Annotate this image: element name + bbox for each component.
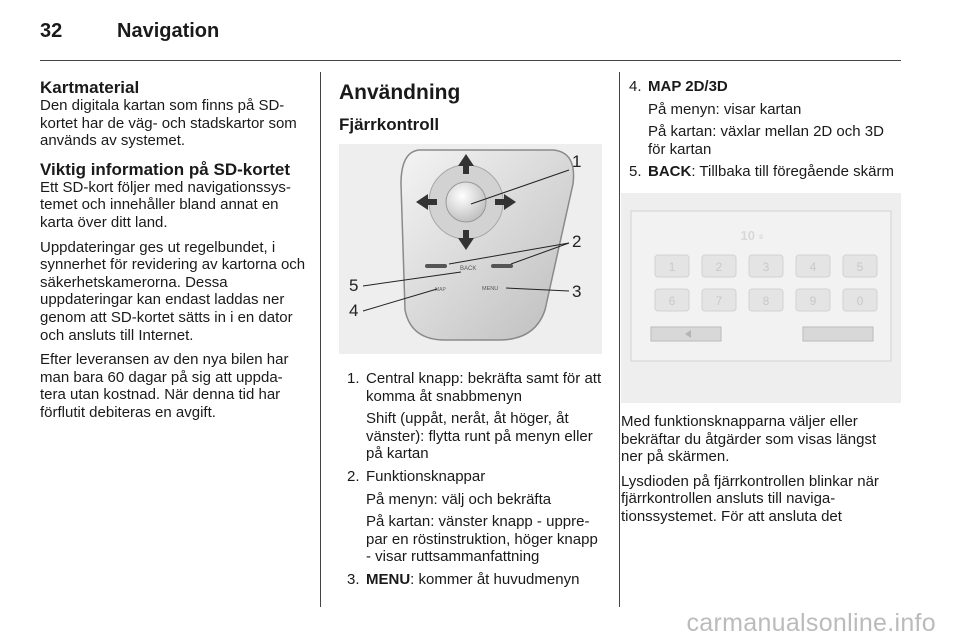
keyword: MAP 2D/3D bbox=[648, 78, 728, 95]
paragraph: Den digitala kartan som finns på SD-kortet har de väg- och stadskartor som används av systemet. bbox=[40, 97, 297, 150]
key-2: 2 bbox=[715, 259, 723, 274]
menu-label: MENU bbox=[482, 286, 499, 292]
list-item bbox=[621, 163, 901, 181]
remote-items-list bbox=[339, 370, 602, 589]
paragraph: Efter leveransen av den nya bilen har man bara 60 dagar på sig att uppda-tera utan kostnad. När denna tid har förflutit debiteras en avgift. bbox=[40, 351, 289, 421]
list-number: 5. bbox=[629, 163, 642, 181]
section-title: Användning bbox=[339, 81, 461, 104]
screen-right-button bbox=[803, 327, 873, 341]
list-text bbox=[648, 163, 901, 181]
key-5: 5 bbox=[856, 259, 864, 274]
paragraph: Lysdioden på fjärrkontrollen blinkar när fjärrkontrollen ansluts till naviga-tionssystemet. För att ansluta det bbox=[621, 472, 879, 525]
function-button-left bbox=[425, 264, 447, 268]
column-divider-1 bbox=[320, 72, 321, 607]
paragraph: Med funktionsknapparna väljer eller bekräftar du åtgärder som visas längst ner på skärmen. bbox=[621, 412, 877, 466]
screen-unit: s bbox=[759, 231, 763, 241]
column-middle bbox=[339, 78, 602, 594]
key-8: 8 bbox=[762, 293, 770, 308]
keyword: BACK bbox=[648, 163, 692, 181]
list-text: Shift (uppåt, neråt, åt höger, åt vänster): flytta runt på menyn eller på kartan bbox=[366, 410, 593, 463]
heading-kartmaterial: Kartmaterial bbox=[40, 78, 140, 97]
callout-4: 4 bbox=[349, 301, 359, 320]
list-item bbox=[621, 78, 901, 158]
callout-5: 5 bbox=[349, 276, 359, 295]
list-item bbox=[339, 571, 602, 589]
paragraph: Uppdateringar ges ut regelbundet, i synnerhet för revidering av kartorna och säkerhetskamerorna. Dessa uppdateringar kan endast laddas ner genom att SD-kortet sätts in i en dator och ansluts till Internet. bbox=[40, 238, 306, 344]
column-left bbox=[40, 78, 308, 429]
map-label: MAP bbox=[435, 287, 446, 293]
keypad-screen-figure bbox=[621, 193, 901, 403]
back-label: BACK bbox=[460, 266, 477, 272]
key-4: 4 bbox=[809, 259, 817, 274]
key-9: 9 bbox=[809, 293, 817, 308]
column-divider-2 bbox=[619, 72, 620, 607]
paragraph: Ett SD-kort följer med navigationssys-temet och innehåller bland annat en karta över ditt land. bbox=[40, 178, 291, 231]
keypad-screen-illustration bbox=[621, 193, 901, 403]
list-text: På menyn: visar kartan bbox=[648, 100, 802, 118]
screen-display: 10 bbox=[740, 227, 755, 243]
watermark: carmanualsonline.info bbox=[686, 609, 936, 637]
list-text-rest: : Tillbaka till föregående skärm bbox=[691, 163, 894, 181]
page-title: Navigation bbox=[117, 20, 220, 42]
keyword: MENU bbox=[366, 570, 411, 588]
callout-2: 2 bbox=[572, 232, 582, 251]
list-text-rest: : kommer åt huvudmenyn bbox=[410, 570, 580, 588]
heading-sd-card: Viktig information på SD-kortet bbox=[40, 159, 290, 179]
list-number: 1. bbox=[347, 370, 360, 387]
key-3: 3 bbox=[762, 259, 770, 274]
list-item bbox=[339, 370, 602, 463]
list-item bbox=[339, 468, 602, 566]
list-text: Central knapp: bekräfta samt för att komma åt snabbmenyn bbox=[366, 370, 602, 405]
callout-1: 1 bbox=[572, 152, 582, 171]
key-7: 7 bbox=[715, 293, 723, 308]
remote-control-illustration bbox=[339, 144, 602, 354]
column-right bbox=[621, 78, 901, 533]
list-text bbox=[648, 78, 901, 96]
remote-control-figure bbox=[339, 144, 602, 354]
list-text bbox=[366, 571, 602, 589]
key-0: 0 bbox=[856, 293, 864, 308]
list-text: På kartan: växlar mellan 2D och 3D för kartan bbox=[648, 123, 884, 158]
center-button bbox=[446, 182, 486, 222]
list-text: På kartan: vänster knapp - uppre-par en röstinstruktion, höger knapp - visar ruttsammanfattning bbox=[366, 513, 598, 566]
remote-items-list-cont bbox=[621, 78, 901, 181]
key-6: 6 bbox=[668, 293, 676, 308]
page-number: 32 bbox=[40, 20, 63, 42]
list-number: 2. bbox=[347, 467, 360, 485]
list-number: 4. bbox=[629, 78, 642, 95]
list-text: På menyn: välj och bekräfta bbox=[366, 490, 552, 508]
callout-3: 3 bbox=[572, 282, 582, 301]
list-text: Funktionsknappar bbox=[366, 467, 486, 485]
function-button-right bbox=[491, 264, 513, 268]
subsection-title: Fjärrkontroll bbox=[339, 115, 440, 134]
list-number: 3. bbox=[347, 570, 360, 588]
header-rule bbox=[40, 60, 901, 61]
key-1: 1 bbox=[668, 259, 676, 274]
